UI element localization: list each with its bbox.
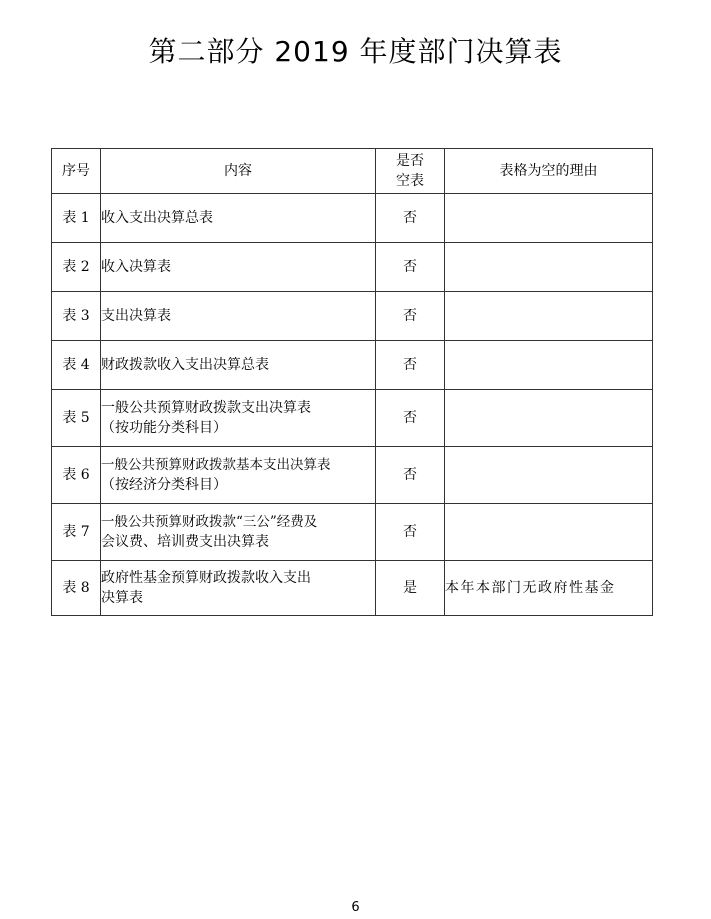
row-reason <box>445 243 653 292</box>
row-reason <box>445 292 653 341</box>
table-row <box>52 561 653 616</box>
row-content <box>101 341 376 390</box>
row-content <box>101 504 376 561</box>
row-empty: 是 <box>376 561 445 616</box>
table-row <box>52 341 653 390</box>
row-content-line2: 决算表 <box>101 590 143 606</box>
row-reason <box>445 390 653 447</box>
row-seq: 表 2 <box>52 243 101 292</box>
row-empty: 否 <box>376 504 445 561</box>
header-empty-line1: 是否 <box>396 153 424 169</box>
table-row <box>52 447 653 504</box>
row-reason <box>445 194 653 243</box>
table-row <box>52 194 653 243</box>
row-reason <box>445 341 653 390</box>
table-row <box>52 390 653 447</box>
row-empty: 否 <box>376 447 445 504</box>
row-empty: 否 <box>376 194 445 243</box>
row-content <box>101 243 376 292</box>
row-content-line2: （按功能分类科目） <box>101 420 227 436</box>
header-empty-line2: 空表 <box>396 173 424 189</box>
row-seq: 表 4 <box>52 341 101 390</box>
row-content-line1: 一般公共预算财政拨款支出决算表 <box>101 400 311 416</box>
row-content-line2: 会议费、培训费支出决算表 <box>101 534 269 550</box>
row-empty: 否 <box>376 341 445 390</box>
row-content-line2: （按经济分类科目） <box>101 477 227 493</box>
page-title: 第二部分 2019 年度部门决算表 <box>148 35 563 68</box>
row-seq: 表 6 <box>52 447 101 504</box>
header-content: 内容 <box>101 149 376 194</box>
row-seq: 表 1 <box>52 194 101 243</box>
header-seq: 序号 <box>52 149 101 194</box>
row-seq: 表 7 <box>52 504 101 561</box>
row-reason <box>445 447 653 504</box>
row-content-line1: 一般公共预算财政拨款“三公”经费及 <box>101 514 318 530</box>
row-content <box>101 292 376 341</box>
row-content <box>101 194 376 243</box>
row-empty: 否 <box>376 390 445 447</box>
table-row <box>52 504 653 561</box>
row-content-line1: 收入支出决算总表 <box>101 210 213 226</box>
row-content-line1: 一般公共预算财政拨款基本支出决算表 <box>101 457 331 473</box>
table-row <box>52 243 653 292</box>
row-empty: 否 <box>376 292 445 341</box>
header-empty <box>376 149 445 194</box>
row-empty: 否 <box>376 243 445 292</box>
row-content-line1: 支出决算表 <box>101 308 171 324</box>
row-content-line1: 收入决算表 <box>101 259 171 275</box>
table-row <box>52 292 653 341</box>
row-seq: 表 5 <box>52 390 101 447</box>
row-content <box>101 390 376 447</box>
row-content <box>101 447 376 504</box>
row-reason: 本年本部门无政府性基金 <box>445 561 653 616</box>
row-content-line1: 政府性基金预算财政拨款收入支出 <box>101 570 311 586</box>
row-reason <box>445 504 653 561</box>
row-seq: 表 8 <box>52 561 101 616</box>
header-reason: 表格为空的理由 <box>445 149 653 194</box>
row-seq: 表 3 <box>52 292 101 341</box>
row-content-line1: 财政拨款收入支出决算总表 <box>101 357 269 373</box>
row-content <box>101 561 376 616</box>
report-list-table <box>51 148 653 616</box>
page-number: 6 <box>351 900 360 915</box>
table-header-row <box>52 149 653 194</box>
